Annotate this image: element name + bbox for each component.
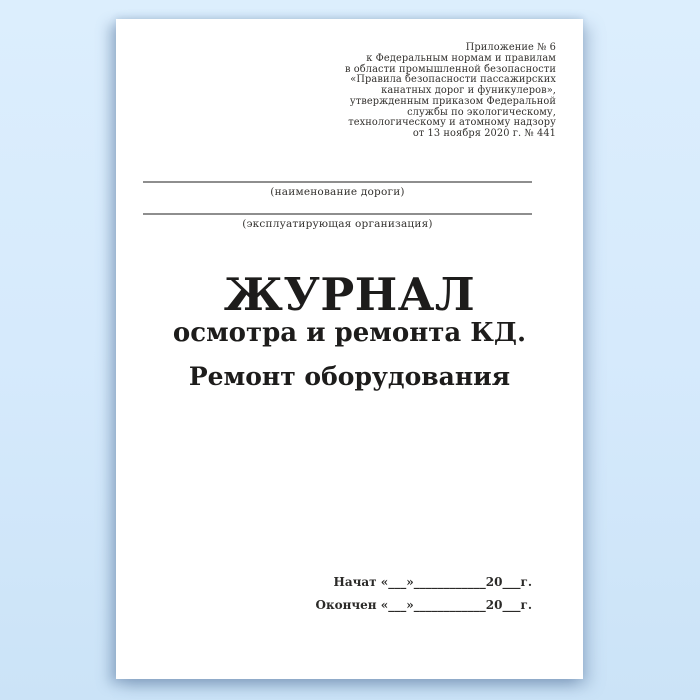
road-name-caption: (наименование дороги) <box>270 186 405 198</box>
regulation-line: технологическому и атомному надзору <box>348 117 556 129</box>
regulation-line: «Правила безопасности пассажирских <box>350 74 556 86</box>
regulation-reference <box>345 43 556 140</box>
road-name-field <box>143 181 532 198</box>
date-finished-line: Окончен «___»____________20___г. <box>315 598 532 612</box>
regulation-line: от 13 ноября 2020 г. № 441 <box>412 128 556 140</box>
regulation-line: в области промышленной безопасности <box>344 63 556 75</box>
journal-subtitle: осмотра и ремонта КД. <box>172 318 527 348</box>
organization-field <box>143 213 532 230</box>
section-title: Ремонт оборудования <box>188 362 511 391</box>
regulation-line: службы по экологическому, <box>407 106 556 118</box>
regulation-line: к Федеральным нормам и правилам <box>366 52 556 64</box>
journal-title: ЖУРНАЛ <box>223 268 476 321</box>
title-block <box>116 268 583 348</box>
organization-caption: (эксплуатирующая организация) <box>242 218 433 230</box>
regulation-line: Приложение № 6 <box>465 42 556 53</box>
dates-block <box>315 575 532 612</box>
document-page <box>116 19 583 679</box>
regulation-line: утвержденным приказом Федеральной <box>349 95 556 107</box>
regulation-line: канатных дорог и фуникулеров», <box>381 85 556 97</box>
date-started-line: Начат «___»____________20___г. <box>333 575 532 589</box>
